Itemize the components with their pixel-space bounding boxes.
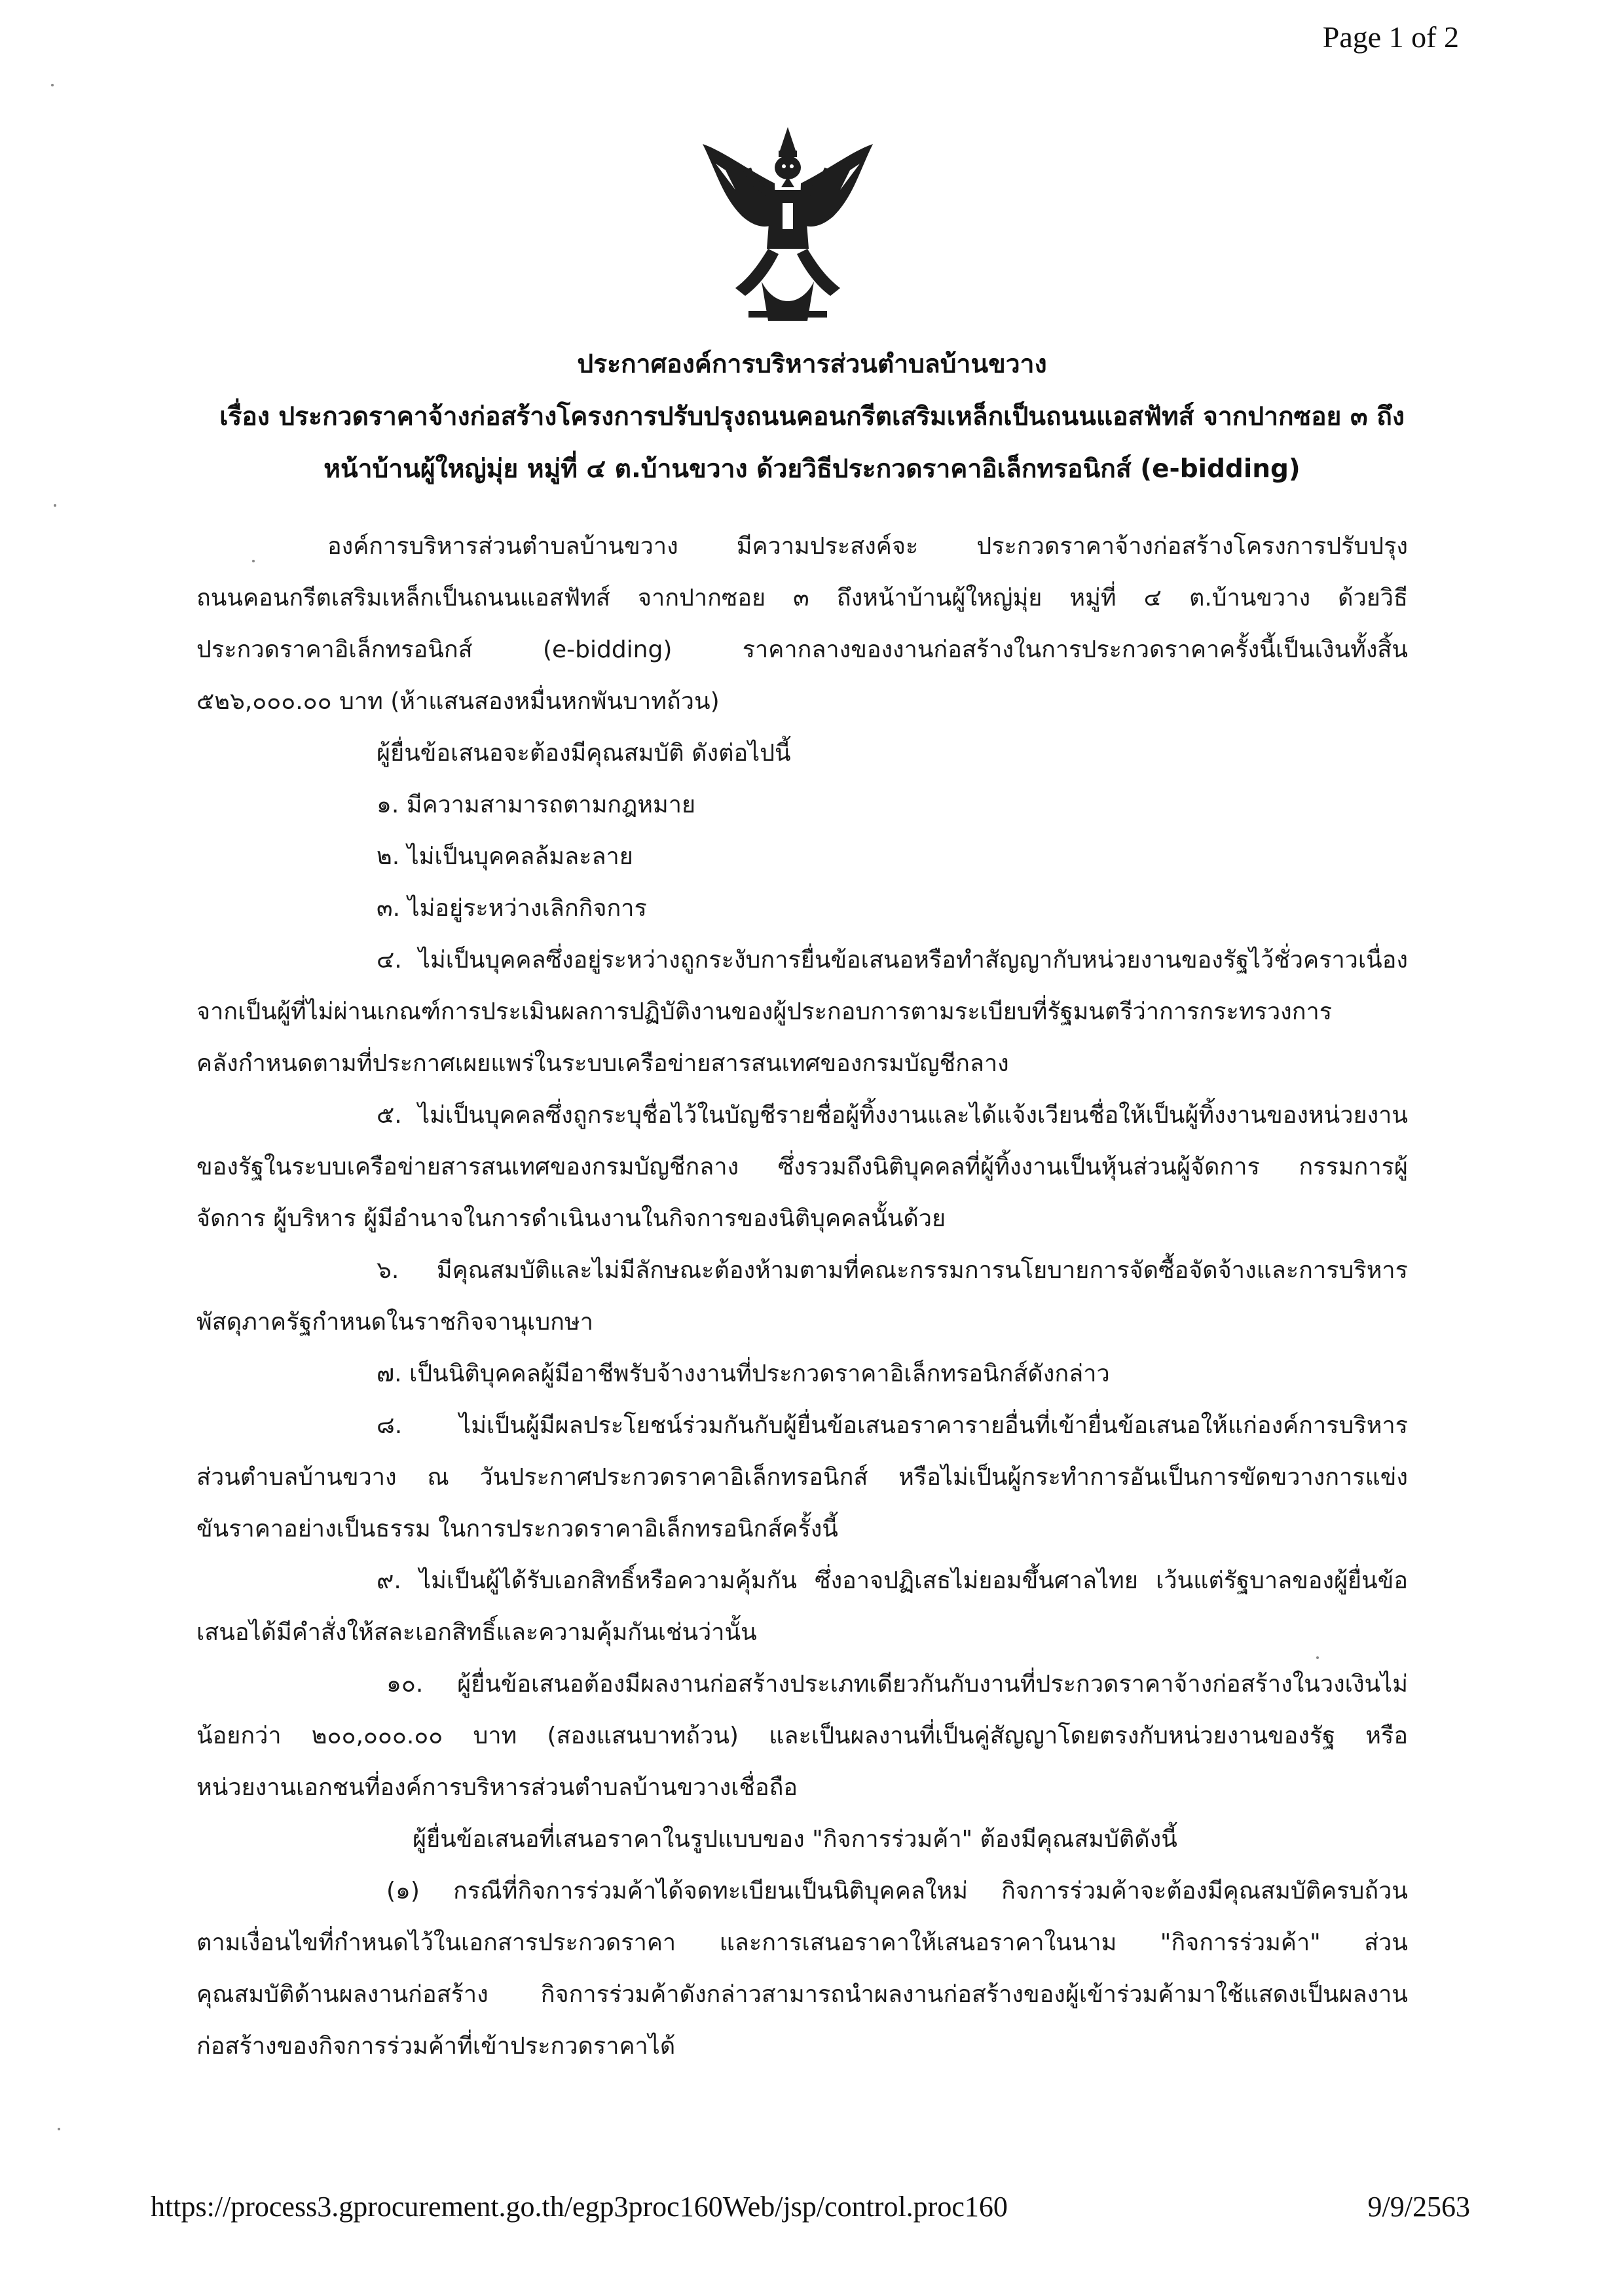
qualification-item-6-line-1: ๖. มีคุณสมบัติและไม่มีลักษณะต้องห้ามตามที่คณะกรรมการนโยบายการจัดซื้อจัดจ้างและการบริหาร — [377, 1257, 1408, 1284]
qualification-item-4-line-2: จากเป็นผู้ที่ไม่ผ่านเกณฑ์การประเมินผลการปฏิบัติงานของผู้ประกอบการตามระเบียบที่รัฐมนตรีว่าการกระทรวงการ — [196, 998, 1333, 1025]
joint-venture-heading: ผู้ยื่นข้อเสนอที่เสนอราคาในรูปแบบของ "กิจการร่วมค้า" ต้องมีคุณสมบัติดังนี้ — [413, 1826, 1177, 1853]
qualification-item-9-line-2: เสนอได้มีคำสั่งให้สละเอกสิทธิ์และความคุ้มกันเช่นว่านั้น — [196, 1619, 757, 1646]
qualification-item-3: ๓. ไม่อยู่ระหว่างเลิกกิจการ — [377, 895, 647, 922]
footer-date: 9/9/2563 — [1367, 2191, 1470, 2223]
garuda-emblem — [696, 124, 879, 321]
scan-speck — [1316, 1656, 1319, 1659]
announcement-body — [196, 520, 1408, 2072]
qualification-item-5-line-1: ๕. ไม่เป็นบุคคลซึ่งถูกระบุชื่อไว้ในบัญชีรายชื่อผู้ทิ้งงานและได้แจ้งเวียนชื่อให้เป็นผู้ทิ้งงานของหน่วยงาน — [377, 1102, 1408, 1129]
scan-speck — [58, 2128, 60, 2130]
qualification-item-6-line-2: พัสดุภาครัฐกำหนดในราชกิจจานุเบกษา — [196, 1309, 593, 1336]
qualification-item-8-line-3: ขันราคาอย่างเป็นธรรม ในการประกวดราคาอิเล็กทรอนิกส์ครั้งนี้ — [196, 1516, 838, 1542]
qualification-item-2: ๒. ไม่เป็นบุคคลล้มละลาย — [377, 843, 633, 870]
scan-speck — [54, 504, 56, 507]
qualification-item-10-line-3: หน่วยงานเอกชนที่องค์การบริหารส่วนตำบลบ้านขวางเชื่อถือ — [196, 1774, 798, 1801]
footer-url: https://process3.gprocurement.go.th/egp3proc160Web/jsp/control.proc160 — [151, 2191, 1008, 2223]
subject-line-1: เรื่อง ประกวดราคาจ้างก่อสร้างโครงการปรับปรุงถนนคอนกรีตเสริมเหล็กเป็นถนนแอสฟัทส์ จากปากซอย ๓ ถึง — [219, 402, 1405, 431]
paragraph-intro-line-1: องค์การบริหารส่วนตำบลบ้านขวาง มีความประสงค์จะ ประกวดราคาจ้างก่อสร้างโครงการปรับปรุง — [327, 533, 1408, 560]
qualification-item-7: ๗. เป็นนิติบุคคลผู้มีอาชีพรับจ้างงานที่ประกวดราคาอิเล็กทรอนิกส์ดังกล่าว — [377, 1360, 1110, 1387]
paragraph-intro-line-3: ประกวดราคาอิเล็กทรอนิกส์ (e-bidding) ราคากลางของงานก่อสร้างในการประกวดราคาครั้งนี้เป็นเงินทั้งสิ้น — [196, 636, 1408, 663]
paragraph-intro-line-4: ๕๒๖,๐๐๐.๐๐ บาท (ห้าแสนสองหมื่นหกพันบาทถ้วน) — [196, 688, 720, 715]
joint-venture-item-1-line-2: ตามเงื่อนไขที่กำหนดไว้ในเอกสารประกวดราคา และการเสนอราคาให้เสนอราคาในนาม "กิจการร่วมค้า" ส่วน — [196, 1929, 1408, 1956]
paragraph-intro-line-2: ถนนคอนกรีตเสริมเหล็กเป็นถนนแอสฟัทส์ จากปากซอย ๓ ถึงหน้าบ้านผู้ใหญ่มุ่ย หมู่ที่ ๔ ต.บ้านขวาง ด้วยวิธี — [196, 585, 1408, 611]
qualification-item-4-line-3: คลังกำหนดตามที่ประกาศเผยแพร่ในระบบเครือข่ายสารสนเทศของกรมบัญชีกลาง — [196, 1050, 1009, 1077]
scan-speck — [51, 84, 54, 86]
joint-venture-item-1-line-4: ก่อสร้างของกิจการร่วมค้าที่เข้าประกวดราคาได้ — [196, 2033, 676, 2060]
qualification-item-5-line-2: ของรัฐในระบบเครือข่ายสารสนเทศของกรมบัญชีกลาง ซึ่งรวมถึงนิติบุคคลที่ผู้ทิ้งงานเป็นหุ้นส่วนผู้จัดการ กรรมการผู้ — [196, 1154, 1408, 1180]
qualification-item-8-line-1: ๘. ไม่เป็นผู้มีผลประโยชน์ร่วมกันกับผู้ยื่นข้อเสนอราคารายอื่นที่เข้ายื่นข้อเสนอให้แก่องค์การบริหาร — [377, 1412, 1408, 1439]
qualification-item-4-line-1: ๔. ไม่เป็นบุคคลซึ่งอยู่ระหว่างถูกระงับการยื่นข้อเสนอหรือทำสัญญากับหน่วยงานของรัฐไว้ชั่วคราวเนื่อง — [377, 947, 1408, 974]
joint-venture-item-1-line-3: คุณสมบัติด้านผลงานก่อสร้าง กิจการร่วมค้าดังกล่าวสามารถนำผลงานก่อสร้างของผู้เข้าร่วมค้ามาใช้แสดงเป็นผลงาน — [196, 1981, 1408, 2008]
qualification-item-8-line-2: ส่วนตำบลบ้านขวาง ณ วันประกาศประกวดราคาอิเล็กทรอนิกส์ หรือไม่เป็นผู้กระทำการอันเป็นการขัดขวางการแข่ง — [196, 1464, 1408, 1491]
qualification-item-1: ๑. มีความสามารถตามกฎหมาย — [377, 792, 696, 818]
qualifications-heading: ผู้ยื่นข้อเสนอจะต้องมีคุณสมบัติ ดังต่อไปนี้ — [377, 740, 791, 767]
qualification-item-10-line-2: น้อยกว่า ๒๐๐,๐๐๐.๐๐ บาท (สองแสนบาทถ้วน) และเป็นผลงานที่เป็นคู่สัญญาโดยตรงกับหน่วยงานของรัฐ หรือ — [196, 1722, 1408, 1749]
announcement-title: ประกาศองค์การบริหารส่วนตำบลบ้านขวาง — [577, 350, 1047, 379]
scan-speck — [252, 560, 255, 562]
qualification-item-10-line-1: ๑๐. ผู้ยื่นข้อเสนอต้องมีผลงานก่อสร้างประเภทเดียวกันกับงานที่ประกวดราคาจ้างก่อสร้างในวงเงินไม่ — [386, 1671, 1408, 1698]
subject-line-2: หน้าบ้านผู้ใหญ่มุ่ย หมู่ที่ ๔ ต.บ้านขวาง ด้วยวิธีประกวดราคาอิเล็กทรอนิกส์ (e-bidding) — [323, 454, 1301, 484]
qualification-item-5-line-3: จัดการ ผู้บริหาร ผู้มีอำนาจในการดำเนินงานในกิจการของนิติบุคคลนั้นด้วย — [196, 1205, 946, 1232]
joint-venture-item-1-line-1: (๑) กรณีที่กิจการร่วมค้าได้จดทะเบียนเป็นนิติบุคคลใหม่ กิจการร่วมค้าจะต้องมีคุณสมบัติครบถ้วน — [386, 1878, 1408, 1904]
qualification-item-9-line-1: ๙. ไม่เป็นผู้ได้รับเอกสิทธิ์หรือความคุ้มกัน ซึ่งอาจปฏิเสธไม่ยอมขึ้นศาลไทย เว้นแต่รัฐบาลของผู้ยื่นข้อ — [377, 1567, 1408, 1594]
page-number: Page 1 of 2 — [1322, 20, 1459, 54]
